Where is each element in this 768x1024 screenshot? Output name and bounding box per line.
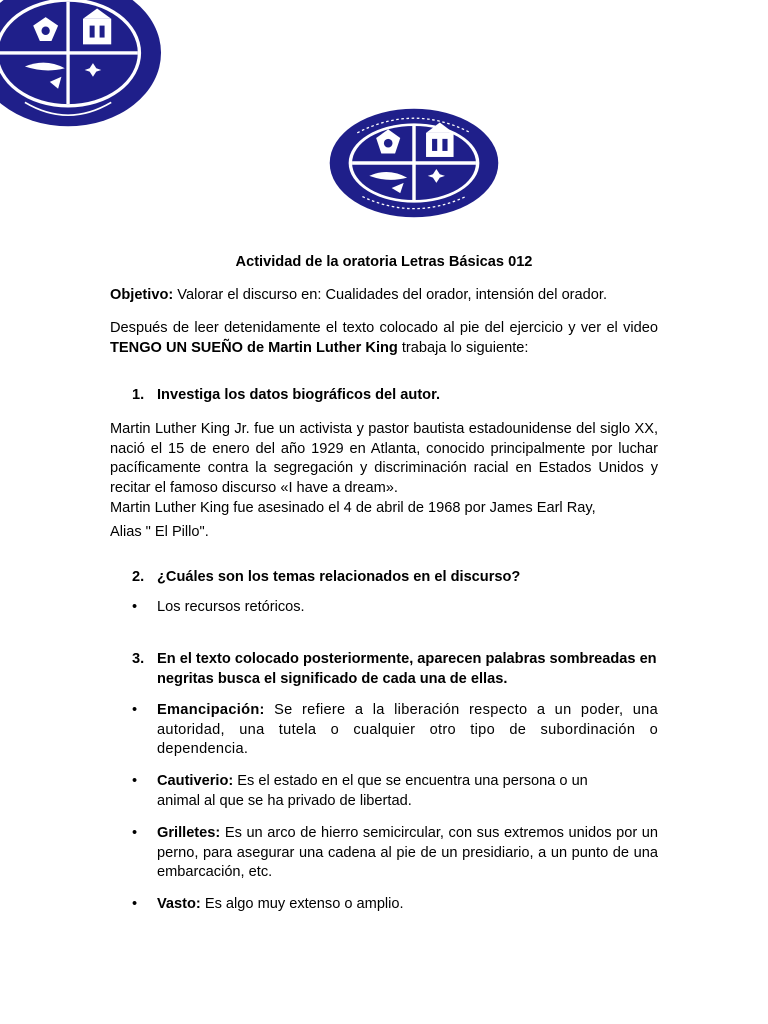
university-seal-logo [328,107,500,219]
definition-meaning: Es el estado en el que se encuentra una persona o un animal al que se ha privado de libertad. [157,773,588,809]
intro-video-title: TENGO UN SUEÑO de Martin Luther King [110,339,398,356]
definition-text [157,895,658,915]
bullet-point: • [132,599,138,615]
biography-alias-line: Alias " El Pillo". [110,524,209,540]
biography-paragraph: Martin Luther King Jr. fue un activista y pastor bautista estadounidense del siglo XX, nació el 15 de enero del año 1929 en Atlanta, conocido principalmente por luchar pacíficamente contra la segregación y discriminación racial en Estados Unidos y recitar el famoso discurso «I have a dream». [110,421,658,496]
bullet-point: • [132,702,138,718]
intro-text-1: Después de leer detenidamente el texto colocado al pie del ejercicio y ver el video [110,320,658,336]
bullet-point: • [132,896,138,912]
objective-line [110,286,658,306]
definition-term: Cautiverio: [157,773,234,789]
definition-term: Emancipación: [157,702,265,718]
bullet-point: • [132,825,138,841]
question-3-text: En el texto colocado posteriormente, aparecen palabras sombreadas en negritas busca el significado de cada una de ellas. [157,651,657,687]
definition-text [157,701,658,760]
question-2-text: ¿Cuáles son los temas relacionados en el discurso? [157,569,521,585]
objective-label: Objetivo: [110,287,174,303]
definition-term: Grilletes: [157,825,221,841]
objective-text: Valorar el discurso en: Cualidades del orador, intensión del orador. [173,287,607,303]
bullet-point: • [132,773,138,789]
biography-death-line: Martin Luther King fue asesinado el 4 de abril de 1968 por James Earl Ray, [110,500,596,516]
question-2-number: 2. [132,569,145,585]
definition-meaning: Es un arco de hierro semicircular, con sus extremos unidos por un perno, para asegurar una cadena al pie de un presidiario, a un punto de una embarcación, etc. [157,825,658,880]
list-item-text: Los recursos retóricos. [157,599,305,615]
definition-meaning: Es algo muy extenso o amplio. [200,896,404,912]
question-1-text: Investiga los datos biográficos del autor. [157,387,441,403]
definition-text [157,772,627,811]
question-3-number: 3. [132,651,145,667]
document-title: Actividad de la oratoria Letras Básicas 012 [235,254,533,270]
university-seal-logo-top [0,0,166,128]
definition-text [157,824,658,883]
definition-meaning: Se refiere a la liberación respecto a un poder, una autoridad, una tutela o cualquier otro tipo de subordinación o dependencia. [157,702,658,757]
definition-term: Vasto: [157,896,201,912]
intro-text-2: trabaja lo siguiente: [397,339,529,356]
question-1-number: 1. [132,387,145,403]
intro-paragraph [110,319,658,358]
